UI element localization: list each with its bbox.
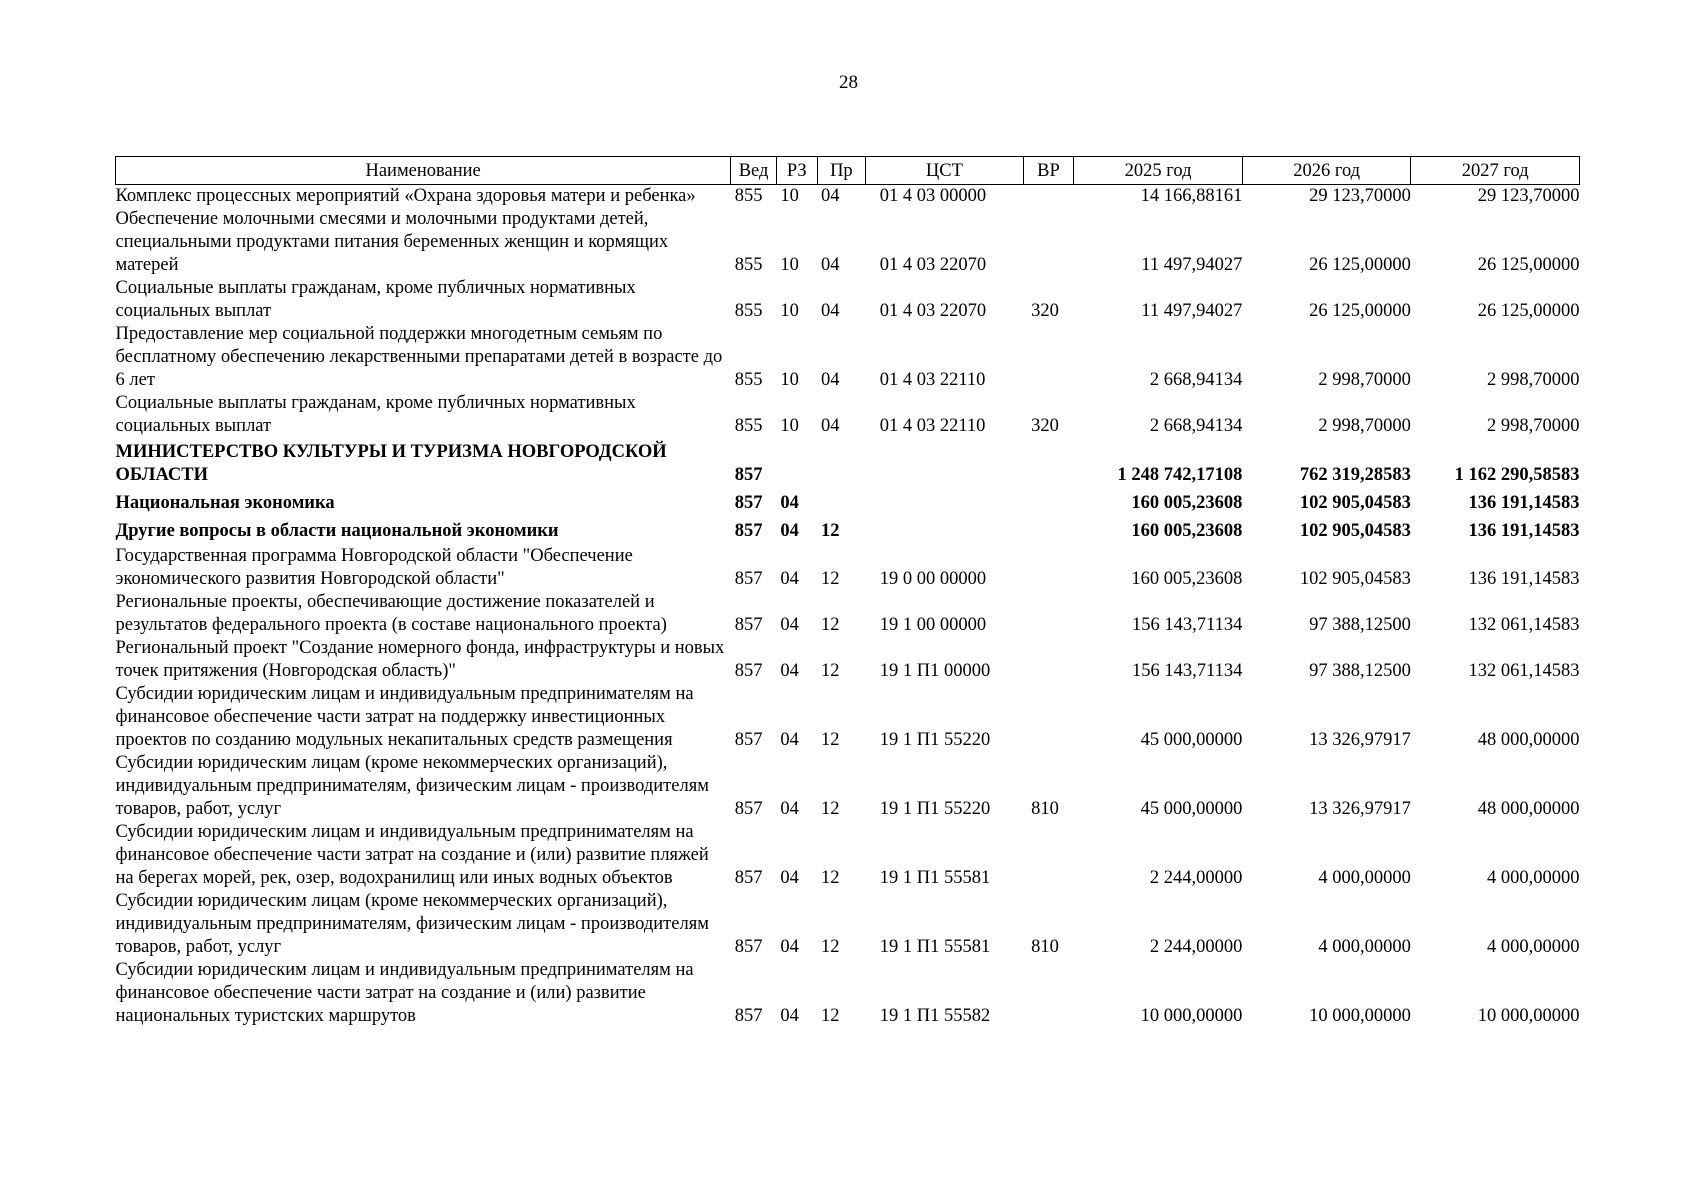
row-pr [817, 489, 866, 517]
row-pr: 04 [821, 416, 840, 436]
row-2027: 26 125,00000 [1477, 301, 1580, 321]
row-2027: 132 061,14583 [1468, 615, 1580, 635]
row-2027: 136 191,14583 [1468, 521, 1580, 541]
row-name: Обеспечение молочными смесями и молочными продуктами детей, специальными продуктами питания беременных женщин и кормящих матерей [115, 209, 669, 275]
table-row [116, 323, 1580, 392]
row-2026: 762 319,28583 [1299, 465, 1411, 485]
row-2026: 29 123,70000 [1309, 186, 1411, 206]
row-name: Предоставление мер социальной поддержки многодетным семьям по бесплатному обеспечению лекарственными препаратами детей в возрасте до 6 лет [115, 324, 723, 390]
row-2025: 2 668,94134 [1149, 416, 1243, 436]
row-2027: 2 998,70000 [1487, 370, 1580, 390]
row-name: Субсидии юридическим лицам и индивидуальным предпринимателям на финансовое обеспечение части затрат на создание и (или) развитие пляжей на берегах морей, рек, озер, водохранилищ или иных водных объектов [115, 822, 709, 888]
row-rz: 04 [780, 868, 799, 888]
row-vr [1023, 438, 1074, 489]
row-pr: 04 [821, 255, 840, 275]
row-ved: 857 [734, 493, 763, 513]
row-2026: 102 905,04583 [1299, 521, 1411, 541]
row-pr: 04 [821, 370, 840, 390]
row-cst: 19 1 П1 55220 [879, 799, 991, 819]
row-2025: 10 000,00000 [1140, 1006, 1243, 1026]
row-vr [1023, 959, 1074, 1028]
row-2026: 13 326,97917 [1309, 730, 1411, 750]
row-pr: 12 [821, 661, 840, 681]
row-cst [866, 489, 1023, 517]
table-header-row [116, 157, 1580, 185]
row-name: Субсидии юридическим лицам и индивидуальным предпринимателям на финансовое обеспечение части затрат на создание и (или) развитие национальных туристских маршрутов [115, 960, 694, 1026]
row-rz: 04 [780, 1006, 799, 1026]
header-vr: ВР [1023, 157, 1074, 185]
row-2026: 26 125,00000 [1309, 301, 1411, 321]
row-name: МИНИСТЕРСТВО КУЛЬТУРЫ И ТУРИЗМА НОВГОРОДСКОЙ ОБЛАСТИ [115, 442, 667, 485]
budget-table [115, 156, 1580, 1028]
row-2027: 48 000,00000 [1477, 799, 1580, 819]
row-ved: 857 [734, 465, 763, 485]
row-vr [1023, 185, 1074, 209]
row-2027: 10 000,00000 [1477, 1006, 1580, 1026]
header-cst: ЦСТ [866, 157, 1023, 185]
row-pr: 12 [821, 569, 840, 589]
row-cst: 01 4 03 22110 [879, 416, 986, 436]
row-2026: 102 905,04583 [1299, 493, 1411, 513]
table-row [116, 959, 1580, 1028]
row-rz: 04 [780, 661, 799, 681]
row-ved: 857 [734, 661, 763, 681]
row-rz: 04 [780, 730, 799, 750]
row-vr [1023, 208, 1074, 277]
table-row [116, 890, 1580, 959]
row-pr: 12 [821, 730, 840, 750]
table-row [116, 277, 1580, 323]
table-row [116, 591, 1580, 637]
row-name: Социальные выплаты гражданам, кроме публичных нормативных социальных выплат [115, 393, 636, 436]
row-2027: 136 191,14583 [1468, 569, 1580, 589]
row-vr: 320 [1031, 416, 1059, 436]
row-ved: 855 [734, 370, 763, 390]
row-pr: 12 [821, 799, 840, 819]
row-rz: 10 [780, 370, 799, 390]
row-2026: 13 326,97917 [1309, 799, 1411, 819]
row-2025: 14 166,88161 [1140, 186, 1243, 206]
row-ved: 857 [734, 521, 763, 541]
header-2025: 2025 год [1074, 157, 1243, 185]
row-2026: 10 000,00000 [1309, 1006, 1411, 1026]
row-pr: 12 [821, 937, 840, 957]
table-row [116, 545, 1580, 591]
row-pr: 12 [821, 868, 840, 888]
row-name: Государственная программа Новгородской области "Обеспечение экономического развития Новгородской области" [115, 546, 633, 589]
table-row [116, 683, 1580, 752]
row-name: Социальные выплаты гражданам, кроме публичных нормативных социальных выплат [115, 278, 636, 321]
row-pr: 12 [821, 1006, 840, 1026]
row-cst [866, 438, 1023, 489]
row-2025: 156 143,71134 [1132, 615, 1243, 635]
row-2025: 1 248 742,17108 [1117, 465, 1243, 485]
row-2026: 2 998,70000 [1318, 370, 1411, 390]
row-2027: 1 162 290,58583 [1454, 465, 1580, 485]
row-2027: 4 000,00000 [1487, 868, 1580, 888]
table-row [116, 752, 1580, 821]
table-row [116, 489, 1580, 517]
row-2025: 11 497,94027 [1141, 255, 1243, 275]
row-vr: 320 [1031, 301, 1059, 321]
row-name: Субсидии юридическим лицам (кроме некоммерческих организаций), индивидуальным предпринимателям, физическим лицам - производителям товаров, работ, услуг [115, 891, 709, 957]
row-cst: 19 1 П1 55582 [879, 1006, 991, 1026]
row-rz: 10 [780, 186, 799, 206]
row-ved: 855 [734, 301, 763, 321]
row-2027: 4 000,00000 [1487, 937, 1580, 957]
row-rz: 04 [780, 937, 799, 957]
row-rz: 10 [780, 416, 799, 436]
row-vr [1023, 323, 1074, 392]
row-ved: 857 [734, 937, 763, 957]
table-row [116, 637, 1580, 683]
row-2026: 97 388,12500 [1309, 615, 1411, 635]
row-vr [1023, 489, 1074, 517]
row-cst: 01 4 03 22110 [879, 370, 986, 390]
row-2026: 4 000,00000 [1318, 937, 1411, 957]
row-ved: 857 [734, 1006, 763, 1026]
row-vr [1023, 683, 1074, 752]
row-2027: 132 061,14583 [1468, 661, 1580, 681]
row-pr: 12 [821, 615, 840, 635]
row-2025: 156 143,71134 [1132, 661, 1243, 681]
row-2025: 11 497,94027 [1141, 301, 1243, 321]
row-name: Комплекс процессных мероприятий «Охрана здоровья матери и ребенка» [115, 186, 696, 206]
row-vr [1023, 545, 1074, 591]
row-2027: 2 998,70000 [1487, 416, 1580, 436]
row-ved: 855 [734, 186, 763, 206]
row-cst: 19 1 00 00000 [879, 615, 987, 635]
table-row [116, 392, 1580, 438]
row-2025: 2 668,94134 [1149, 370, 1243, 390]
row-vr: 810 [1031, 937, 1059, 957]
row-2026: 2 998,70000 [1318, 416, 1411, 436]
row-2025: 45 000,00000 [1140, 799, 1243, 819]
header-name: Наименование [116, 157, 731, 185]
header-2027: 2027 год [1411, 157, 1580, 185]
row-2025: 2 244,00000 [1149, 937, 1243, 957]
row-2025: 160 005,23608 [1131, 493, 1243, 513]
row-cst: 19 0 00 00000 [879, 569, 987, 589]
row-vr [1023, 517, 1074, 545]
row-ved: 857 [734, 868, 763, 888]
row-rz: 04 [780, 569, 799, 589]
row-2026: 102 905,04583 [1299, 569, 1411, 589]
row-cst: 19 1 П1 00000 [879, 661, 991, 681]
row-2026: 97 388,12500 [1309, 661, 1411, 681]
row-cst: 19 1 П1 55220 [879, 730, 991, 750]
row-2027: 26 125,00000 [1477, 255, 1580, 275]
row-pr: 04 [821, 186, 840, 206]
row-name: Региональный проект "Создание номерного фонда, инфраструктуры и новых точек притяжения (Новгородская область)" [115, 638, 725, 681]
row-2027: 136 191,14583 [1468, 493, 1580, 513]
row-vr [1023, 637, 1074, 683]
row-rz: 10 [780, 255, 799, 275]
table-row [116, 821, 1580, 890]
row-2027: 29 123,70000 [1477, 186, 1580, 206]
row-rz [776, 438, 817, 489]
row-cst: 19 1 П1 55581 [879, 937, 991, 957]
table-row [116, 517, 1580, 545]
row-rz: 04 [780, 521, 799, 541]
row-ved: 857 [734, 730, 763, 750]
row-pr: 04 [821, 301, 840, 321]
row-ved: 857 [734, 569, 763, 589]
row-2026: 4 000,00000 [1318, 868, 1411, 888]
table-body [116, 185, 1580, 1029]
row-ved: 857 [734, 799, 763, 819]
row-vr [1023, 591, 1074, 637]
row-name: Субсидии юридическим лицам и индивидуальным предпринимателям на финансовое обеспечение части затрат на поддержку инвестиционных проектов по созданию модульных некапитальных средств размещения [115, 684, 694, 750]
header-pr: Пр [817, 157, 866, 185]
row-ved: 857 [734, 615, 763, 635]
table-row [116, 185, 1580, 209]
row-name: Национальная экономика [115, 493, 335, 513]
row-rz: 04 [780, 799, 799, 819]
row-pr [817, 438, 866, 489]
row-pr: 12 [821, 521, 840, 541]
row-ved: 855 [734, 255, 763, 275]
row-cst: 19 1 П1 55581 [879, 868, 991, 888]
row-2026: 26 125,00000 [1309, 255, 1411, 275]
row-2025: 2 244,00000 [1149, 868, 1243, 888]
header-ved: Вед [731, 157, 777, 185]
table-row [116, 208, 1580, 277]
row-2027: 48 000,00000 [1477, 730, 1580, 750]
header-2026: 2026 год [1242, 157, 1411, 185]
row-rz: 04 [780, 615, 799, 635]
page-number: 28 [839, 72, 858, 93]
row-2025: 160 005,23608 [1131, 569, 1243, 589]
row-name: Другие вопросы в области национальной экономики [115, 521, 559, 541]
row-cst: 01 4 03 00000 [879, 186, 987, 206]
row-rz: 10 [780, 301, 799, 321]
row-2025: 45 000,00000 [1140, 730, 1243, 750]
row-vr: 810 [1031, 799, 1059, 819]
row-cst [866, 517, 1023, 545]
row-rz: 04 [780, 493, 799, 513]
row-name: Региональные проекты, обеспечивающие достижение показателей и результатов федерального проекта (в составе национального проекта) [115, 592, 667, 635]
row-ved: 855 [734, 416, 763, 436]
row-vr [1023, 821, 1074, 890]
row-cst: 01 4 03 22070 [879, 301, 987, 321]
row-2025: 160 005,23608 [1131, 521, 1243, 541]
table-row [116, 438, 1580, 489]
row-name: Субсидии юридическим лицам (кроме некоммерческих организаций), индивидуальным предпринимателям, физическим лицам - производителям товаров, работ, услуг [115, 753, 709, 819]
header-rz: РЗ [776, 157, 817, 185]
row-cst: 01 4 03 22070 [879, 255, 987, 275]
